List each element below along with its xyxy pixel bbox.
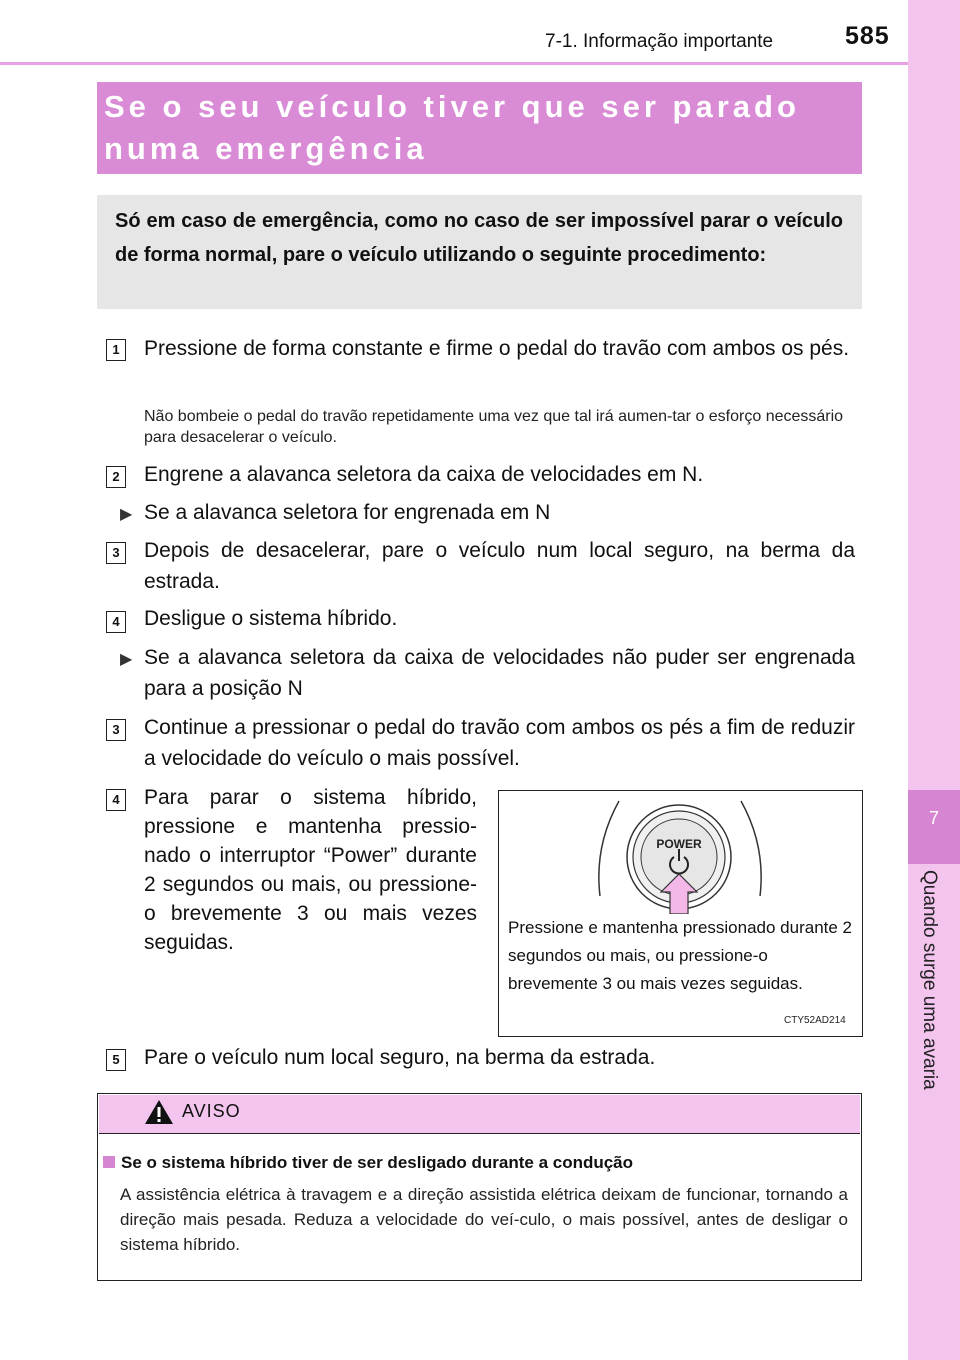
warning-icon [144, 1098, 174, 1131]
page-title: Se o seu veículo tiver que ser parado numa emergência [104, 89, 800, 166]
step-number: 4 [106, 611, 126, 633]
step-number: 3 [106, 542, 126, 564]
step-number: 1 [106, 339, 126, 361]
branch-condition: Se a alavanca seletora for engrenada em N [144, 501, 551, 524]
step-text: Desligue o sistema híbrido. [144, 607, 398, 630]
step-text: Engrene a alavanca seletora da caixa de velocidades em N. [144, 463, 704, 486]
header-divider [0, 62, 908, 65]
warning-title: AVISO [182, 1101, 241, 1121]
triangle-bullet-icon: ▶ [120, 506, 133, 523]
warning-subtitle [103, 1153, 633, 1173]
step-text: Pare o veículo num local seguro, na berma da estrada. [144, 1046, 656, 1069]
warning-subtitle-text: Se o sistema híbrido tiver de ser desligado durante a condução [121, 1153, 634, 1172]
step-number: 3 [106, 719, 126, 741]
step-text: Continue a pressionar o pedal do travão com ambos os pés a fim de reduzir a velocidade do veículo o mais possível. [144, 716, 855, 770]
figure-caption: Pressione e mantenha pressionado durante 2 segundos ou mais, ou pressione-o brevemente 3 ou mais vezes seguidas. [508, 914, 858, 998]
warning-body: A assistência elétrica à travagem e a direção assistida elétrica deixam de funcionar, tornando a direção mais pesada. Reduza a velocidade do veí-culo, o mais possível, antes de desligar o sistema híbrido. [120, 1185, 848, 1254]
step-number: 4 [106, 789, 126, 811]
step-text: Pressione de forma constante e firme o pedal do travão com ambos os pés. [144, 337, 850, 360]
step-text: Depois de desacelerar, pare o veículo num local seguro, na berma da estrada. [144, 539, 855, 593]
step-number: 5 [106, 1049, 126, 1071]
triangle-bullet-icon: ▶ [120, 651, 133, 668]
page-number: 585 [845, 22, 890, 50]
step-note: Não bombeie o pedal do travão repetidamente uma vez que tal irá aumen-tar o esforço necessário para desacelerar o veículo. [144, 408, 844, 446]
chapter-label: Quando surge uma avaria [919, 870, 940, 1090]
section-title: 7-1. Informação importante [545, 31, 774, 52]
step-number: 2 [106, 466, 126, 488]
chapter-label-wrap [918, 870, 948, 1130]
chapter-number: 7 [908, 790, 960, 864]
figure-code: CTY52AD214 [784, 1015, 846, 1026]
power-label: POWER [656, 837, 702, 851]
branch-condition: Se a alavanca seletora da caixa de velocidades não puder ser engrenada para a posição N [144, 646, 855, 700]
square-bullet-icon [103, 1156, 115, 1168]
intro-text: Só em caso de emergência, como no caso de ser impossível parar o veículo de forma normal, pare o veículo utilizando o seguinte procedimento: [115, 210, 843, 266]
side-tab [908, 0, 960, 1360]
step-text: Para parar o sistema híbrido, pressione e mantenha pressio-nado o interruptor “Power” durante 2 segundos ou mais, ou pressione-o brevemente 3 ou mais vezes seguidas. [144, 786, 477, 954]
